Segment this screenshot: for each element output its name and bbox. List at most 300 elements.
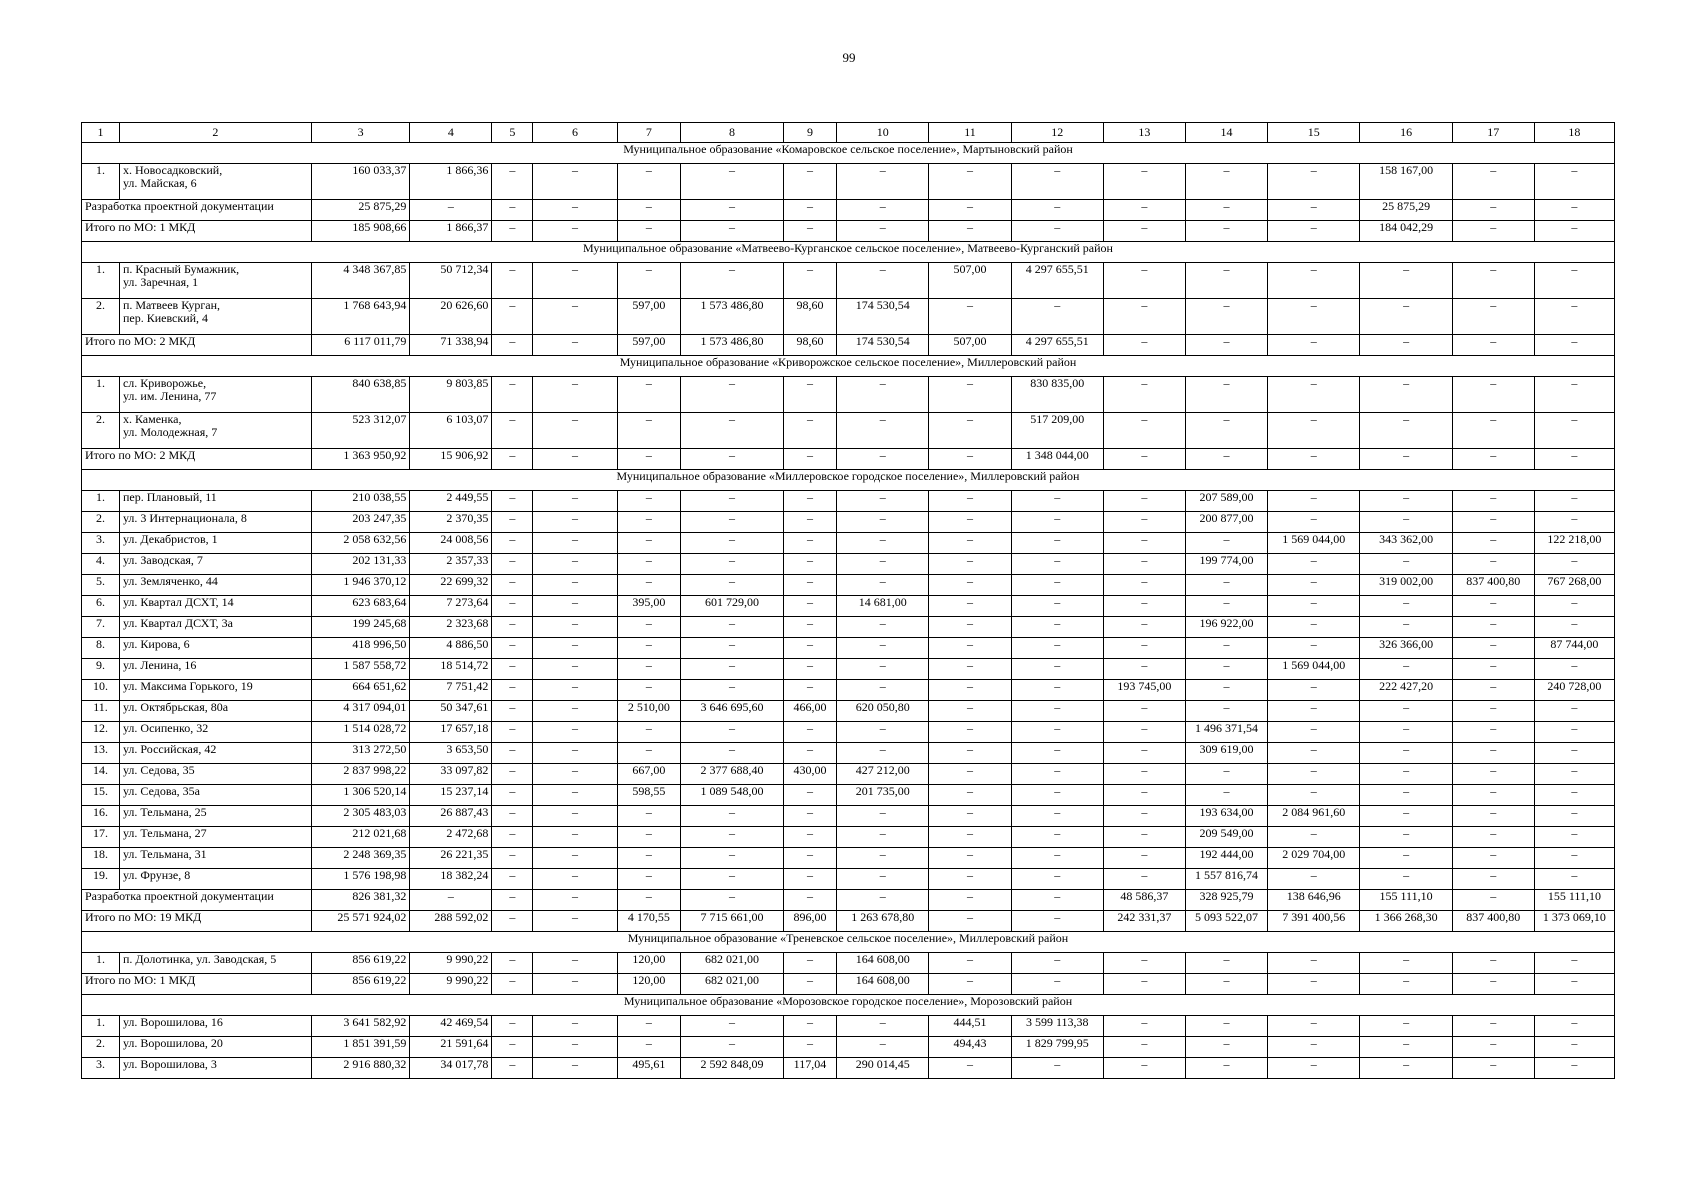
cost-cell: – (1452, 722, 1534, 743)
cost-cell: – (1452, 533, 1534, 554)
cost-cell: – (617, 491, 681, 512)
cost-cell: – (1360, 848, 1452, 869)
subtotal-label: Итого по МО: 2 МКД (82, 335, 312, 356)
building-address: ул. Тельмана, 27 (119, 827, 311, 848)
cost-cell: – (1103, 164, 1185, 200)
cost-cell: – (929, 890, 1011, 911)
cost-cell: – (1452, 554, 1534, 575)
cost-cell: – (929, 299, 1011, 335)
design-docs-label: Разработка проектной документации (82, 200, 312, 221)
cost-cell: – (1534, 617, 1614, 638)
cost-cell: – (1268, 638, 1360, 659)
row-number: 2. (82, 299, 120, 335)
cost-cell: – (1268, 263, 1360, 299)
cost-cell: – (1534, 764, 1614, 785)
cost-cell: – (1360, 335, 1452, 356)
cost-cell: – (1534, 1037, 1614, 1058)
design-docs-label: Разработка проектной документации (82, 890, 312, 911)
cost-cell: 2 592 848,09 (681, 1058, 784, 1079)
building-row (82, 848, 1615, 869)
cost-cell: – (681, 200, 784, 221)
cost-cell: 15 237,14 (410, 785, 492, 806)
cost-cell: – (837, 1016, 929, 1037)
cost-cell: – (617, 164, 681, 200)
building-address: ул. Осипенко, 32 (119, 722, 311, 743)
cost-cell: – (783, 533, 836, 554)
subtotal-label: Итого по МО: 19 МКД (82, 911, 312, 932)
building-address: ул. Земляченко, 44 (119, 575, 311, 596)
cost-cell: – (492, 491, 533, 512)
cost-cell: 597,00 (617, 335, 681, 356)
cost-cell: 1 263 678,80 (837, 911, 929, 932)
cost-cell: 210 038,55 (311, 491, 410, 512)
cost-cell: 2 510,00 (617, 701, 681, 722)
cost-cell: – (1360, 1058, 1452, 1079)
row-number: 10. (82, 680, 120, 701)
building-row (82, 554, 1615, 575)
cost-cell: – (533, 827, 617, 848)
building-address: ул. Ленина, 16 (119, 659, 311, 680)
cost-cell: – (533, 869, 617, 890)
cost-cell: – (1534, 263, 1614, 299)
cost-cell: 1 363 950,92 (311, 449, 410, 470)
cost-cell: – (1360, 596, 1452, 617)
cost-cell: 523 312,07 (311, 413, 410, 449)
cost-cell: 2 916 880,32 (311, 1058, 410, 1079)
cost-cell: – (492, 953, 533, 974)
column-number: 2 (119, 123, 311, 143)
cost-cell: – (1452, 701, 1534, 722)
cost-cell: – (783, 263, 836, 299)
row-number: 7. (82, 617, 120, 638)
cost-cell: – (492, 263, 533, 299)
cost-cell: – (1452, 413, 1534, 449)
cost-cell: – (492, 554, 533, 575)
cost-cell: 418 996,50 (311, 638, 410, 659)
row-number: 3. (82, 533, 120, 554)
cost-cell: – (1268, 491, 1360, 512)
cost-cell: 1 573 486,80 (681, 335, 784, 356)
cost-cell: – (929, 722, 1011, 743)
cost-cell: – (1360, 659, 1452, 680)
cost-cell: – (837, 806, 929, 827)
cost-cell: – (1534, 413, 1614, 449)
cost-cell: – (533, 680, 617, 701)
cost-cell: – (929, 533, 1011, 554)
cost-cell: – (1452, 806, 1534, 827)
cost-cell: – (492, 164, 533, 200)
cost-cell: – (1011, 911, 1103, 932)
cost-cell: – (492, 890, 533, 911)
row-number: 1. (82, 1016, 120, 1037)
cost-cell: 120,00 (617, 974, 681, 995)
cost-cell: – (1103, 974, 1185, 995)
cost-cell: – (1011, 596, 1103, 617)
cost-cell: – (1011, 533, 1103, 554)
cost-cell: – (1534, 491, 1614, 512)
cost-cell: – (1185, 200, 1267, 221)
cost-cell: 620 050,80 (837, 701, 929, 722)
cost-cell: – (783, 1016, 836, 1037)
cost-cell: – (533, 299, 617, 335)
cost-cell: – (533, 701, 617, 722)
cost-cell: – (783, 617, 836, 638)
cost-cell: – (533, 848, 617, 869)
cost-cell: 222 427,20 (1360, 680, 1452, 701)
cost-cell: – (1185, 377, 1267, 413)
cost-cell: – (837, 659, 929, 680)
cost-cell: – (1103, 638, 1185, 659)
cost-cell: – (1360, 764, 1452, 785)
building-address: сл. Криворожье, ул. им. Ленина, 77 (119, 377, 311, 413)
cost-cell: – (1452, 953, 1534, 974)
cost-cell: – (1268, 869, 1360, 890)
cost-cell: – (1103, 1016, 1185, 1037)
cost-cell: – (1011, 1058, 1103, 1079)
cost-cell: – (1268, 701, 1360, 722)
building-address: ул. Максима Горького, 19 (119, 680, 311, 701)
cost-cell: – (410, 200, 492, 221)
cost-cell: – (783, 575, 836, 596)
cost-cell: 174 530,54 (837, 299, 929, 335)
building-row (82, 638, 1615, 659)
cost-cell: – (617, 722, 681, 743)
building-address: пер. Плановый, 11 (119, 491, 311, 512)
cost-cell: – (492, 764, 533, 785)
cost-cell: 2 377 688,40 (681, 764, 784, 785)
cost-cell: 1 569 044,00 (1268, 533, 1360, 554)
building-row (82, 596, 1615, 617)
cost-cell: – (492, 869, 533, 890)
building-row (82, 1058, 1615, 1079)
column-number: 9 (783, 123, 836, 143)
cost-cell: – (1103, 827, 1185, 848)
building-address: ул. Седова, 35а (119, 785, 311, 806)
cost-cell: – (1534, 221, 1614, 242)
cost-cell: – (783, 848, 836, 869)
building-address: ул. Ворошилова, 20 (119, 1037, 311, 1058)
cost-cell: – (783, 449, 836, 470)
cost-cell: – (492, 680, 533, 701)
cost-cell: – (1011, 659, 1103, 680)
cost-cell: – (492, 806, 533, 827)
cost-cell: 120,00 (617, 953, 681, 974)
cost-cell: – (681, 638, 784, 659)
cost-cell: 9 990,22 (410, 953, 492, 974)
cost-cell: 2 323,68 (410, 617, 492, 638)
cost-cell: – (1103, 869, 1185, 890)
cost-cell: – (1268, 974, 1360, 995)
cost-cell: – (1011, 890, 1103, 911)
cost-cell: 326 366,00 (1360, 638, 1452, 659)
cost-cell: 174 530,54 (837, 335, 929, 356)
row-number: 13. (82, 743, 120, 764)
building-row (82, 413, 1615, 449)
cost-cell: 7 273,64 (410, 596, 492, 617)
cost-cell: 1 373 069,10 (1534, 911, 1614, 932)
cost-cell: 767 268,00 (1534, 575, 1614, 596)
cost-cell: 160 033,37 (311, 164, 410, 200)
cost-cell: 209 549,00 (1185, 827, 1267, 848)
cost-cell: – (929, 764, 1011, 785)
cost-cell: – (492, 512, 533, 533)
cost-cell: – (1360, 722, 1452, 743)
column-number: 14 (1185, 123, 1267, 143)
cost-cell: 313 272,50 (311, 743, 410, 764)
cost-cell: 1 306 520,14 (311, 785, 410, 806)
cost-cell: – (1360, 953, 1452, 974)
cost-cell: – (492, 1058, 533, 1079)
cost-cell: 26 887,43 (410, 806, 492, 827)
cost-cell: – (1360, 869, 1452, 890)
cost-cell: – (1011, 200, 1103, 221)
cost-cell: – (1268, 299, 1360, 335)
building-row (82, 764, 1615, 785)
cost-cell: 309 619,00 (1185, 743, 1267, 764)
cost-cell: 87 744,00 (1534, 638, 1614, 659)
cost-cell: – (617, 848, 681, 869)
cost-cell: – (783, 953, 836, 974)
cost-cell: – (1534, 512, 1614, 533)
cost-cell: – (1452, 200, 1534, 221)
cost-cell: 4 170,55 (617, 911, 681, 932)
cost-cell: – (492, 701, 533, 722)
cost-cell: – (1452, 890, 1534, 911)
cost-cell: – (1268, 200, 1360, 221)
column-number: 10 (837, 123, 929, 143)
cost-cell: – (929, 575, 1011, 596)
cost-cell: – (492, 413, 533, 449)
cost-cell: 18 514,72 (410, 659, 492, 680)
cost-cell: 1 866,37 (410, 221, 492, 242)
cost-cell: 25 875,29 (1360, 200, 1452, 221)
cost-cell: – (681, 512, 784, 533)
cost-cell: – (492, 596, 533, 617)
cost-cell: 2 084 961,60 (1268, 806, 1360, 827)
cost-cell: – (783, 743, 836, 764)
cost-cell: – (533, 911, 617, 932)
cost-cell: – (681, 617, 784, 638)
cost-cell: 3 641 582,92 (311, 1016, 410, 1037)
cost-cell: – (1452, 764, 1534, 785)
cost-cell: – (1360, 1016, 1452, 1037)
cost-cell: – (1011, 299, 1103, 335)
cost-cell: – (837, 413, 929, 449)
cost-cell: 598,55 (617, 785, 681, 806)
cost-cell: – (681, 413, 784, 449)
row-number: 18. (82, 848, 120, 869)
cost-cell: – (1268, 449, 1360, 470)
building-address: п. Красный Бумажник, ул. Заречная, 1 (119, 263, 311, 299)
municipality-header-row (82, 143, 1615, 164)
cost-cell: 7 715 661,00 (681, 911, 784, 932)
row-number: 1. (82, 164, 120, 200)
cost-cell: – (533, 617, 617, 638)
cost-cell: – (533, 764, 617, 785)
cost-cell: 117,04 (783, 1058, 836, 1079)
cost-cell: 840 638,85 (311, 377, 410, 413)
cost-cell: – (1103, 413, 1185, 449)
column-number: 5 (492, 123, 533, 143)
cost-cell: 196 922,00 (1185, 617, 1267, 638)
cost-cell: – (1185, 449, 1267, 470)
row-number: 14. (82, 764, 120, 785)
row-number: 1. (82, 263, 120, 299)
cost-cell: – (617, 554, 681, 575)
cost-cell: 896,00 (783, 911, 836, 932)
cost-cell: – (681, 869, 784, 890)
cost-cell: – (492, 974, 533, 995)
cost-cell: – (410, 890, 492, 911)
cost-cell: – (1268, 335, 1360, 356)
cost-cell: 192 444,00 (1185, 848, 1267, 869)
subtotal-row (82, 974, 1615, 995)
cost-cell: – (929, 1058, 1011, 1079)
cost-cell: – (929, 596, 1011, 617)
cost-cell: – (1185, 335, 1267, 356)
cost-cell: – (837, 848, 929, 869)
subtotal-row (82, 335, 1615, 356)
cost-cell: – (1011, 164, 1103, 200)
cost-cell: – (533, 722, 617, 743)
municipality-header-row (82, 995, 1615, 1016)
cost-cell: – (1360, 785, 1452, 806)
cost-cell: – (1011, 848, 1103, 869)
cost-cell: – (492, 1016, 533, 1037)
cost-cell: 2 248 369,35 (311, 848, 410, 869)
cost-cell: – (617, 743, 681, 764)
design-docs-row (82, 890, 1615, 911)
cost-cell: – (492, 377, 533, 413)
cost-cell: 15 906,92 (410, 449, 492, 470)
cost-cell: – (1011, 680, 1103, 701)
cost-cell: 4 348 367,85 (311, 263, 410, 299)
cost-cell: – (783, 722, 836, 743)
cost-cell: – (1011, 638, 1103, 659)
cost-cell: – (1452, 512, 1534, 533)
column-number: 12 (1011, 123, 1103, 143)
cost-cell: – (533, 785, 617, 806)
cost-cell: – (492, 659, 533, 680)
row-number: 12. (82, 722, 120, 743)
cost-cell: 7 391 400,56 (1268, 911, 1360, 932)
building-row (82, 575, 1615, 596)
cost-cell: 427 212,00 (837, 764, 929, 785)
cost-cell: – (1185, 533, 1267, 554)
cost-cell: 1 587 558,72 (311, 659, 410, 680)
cost-cell: – (1103, 221, 1185, 242)
cost-cell: – (783, 680, 836, 701)
cost-cell: – (1185, 764, 1267, 785)
cost-cell: – (1103, 617, 1185, 638)
cost-cell: – (533, 263, 617, 299)
cost-cell: – (533, 1016, 617, 1037)
cost-cell: – (1534, 200, 1614, 221)
cost-cell: – (617, 575, 681, 596)
cost-cell: 199 245,68 (311, 617, 410, 638)
cost-cell: – (681, 743, 784, 764)
cost-cell: – (1103, 299, 1185, 335)
cost-cell: – (929, 806, 1011, 827)
cost-cell: – (1103, 848, 1185, 869)
municipality-header-row (82, 470, 1615, 491)
cost-cell: – (681, 806, 784, 827)
cost-cell: – (617, 638, 681, 659)
cost-cell: – (492, 575, 533, 596)
cost-cell: – (837, 575, 929, 596)
cost-cell: – (1103, 377, 1185, 413)
cost-cell: 7 751,42 (410, 680, 492, 701)
building-address: ул. 3 Интернационала, 8 (119, 512, 311, 533)
cost-cell: – (1103, 554, 1185, 575)
cost-cell: – (1011, 221, 1103, 242)
cost-cell: – (1103, 806, 1185, 827)
cost-cell: 1 768 643,94 (311, 299, 410, 335)
cost-cell: – (1452, 377, 1534, 413)
cost-cell: – (1268, 1016, 1360, 1037)
cost-cell: 1 514 028,72 (311, 722, 410, 743)
building-address: п. Долотинка, ул. Заводская, 5 (119, 953, 311, 974)
cost-cell: 184 042,29 (1360, 221, 1452, 242)
cost-cell: – (1011, 722, 1103, 743)
cost-cell: – (1268, 617, 1360, 638)
cost-cell: – (1268, 722, 1360, 743)
cost-cell: 1 089 548,00 (681, 785, 784, 806)
column-number: 3 (311, 123, 410, 143)
cost-cell: – (1268, 164, 1360, 200)
cost-cell: 290 014,45 (837, 1058, 929, 1079)
building-address: п. Матвеев Курган, пер. Киевский, 4 (119, 299, 311, 335)
cost-cell: – (1185, 680, 1267, 701)
cost-cell: 2 837 998,22 (311, 764, 410, 785)
cost-cell: – (1452, 299, 1534, 335)
cost-cell: – (1534, 701, 1614, 722)
cost-cell: – (837, 377, 929, 413)
cost-cell: – (929, 617, 1011, 638)
cost-cell: – (929, 200, 1011, 221)
cost-cell: – (837, 263, 929, 299)
cost-cell: – (1011, 512, 1103, 533)
cost-cell: – (783, 491, 836, 512)
cost-cell: – (1360, 299, 1452, 335)
cost-cell: – (929, 848, 1011, 869)
subtotal-row (82, 449, 1615, 470)
cost-cell: – (1452, 1016, 1534, 1037)
cost-cell: – (1452, 596, 1534, 617)
cost-cell: – (1103, 575, 1185, 596)
row-number: 2. (82, 512, 120, 533)
page-number: 99 (842, 50, 856, 65)
cost-cell: – (1268, 764, 1360, 785)
cost-cell: – (1452, 743, 1534, 764)
cost-cell: 1 829 799,95 (1011, 1037, 1103, 1058)
cost-cell: – (1268, 953, 1360, 974)
building-row (82, 743, 1615, 764)
cost-cell: 25 875,29 (311, 200, 410, 221)
cost-cell: – (837, 491, 929, 512)
cost-cell: – (1360, 512, 1452, 533)
cost-cell: – (533, 335, 617, 356)
row-number: 1. (82, 377, 120, 413)
cost-cell: – (1011, 743, 1103, 764)
cost-cell: 2 058 632,56 (311, 533, 410, 554)
cost-cell: – (783, 869, 836, 890)
municipality-title: Муниципальное образование «Комаровское сельское поселение», Мартыновский район (82, 143, 1615, 164)
cost-cell: 343 362,00 (1360, 533, 1452, 554)
cost-cell: 25 571 924,02 (311, 911, 410, 932)
cost-cell: – (1452, 1037, 1534, 1058)
cost-cell: – (1360, 743, 1452, 764)
